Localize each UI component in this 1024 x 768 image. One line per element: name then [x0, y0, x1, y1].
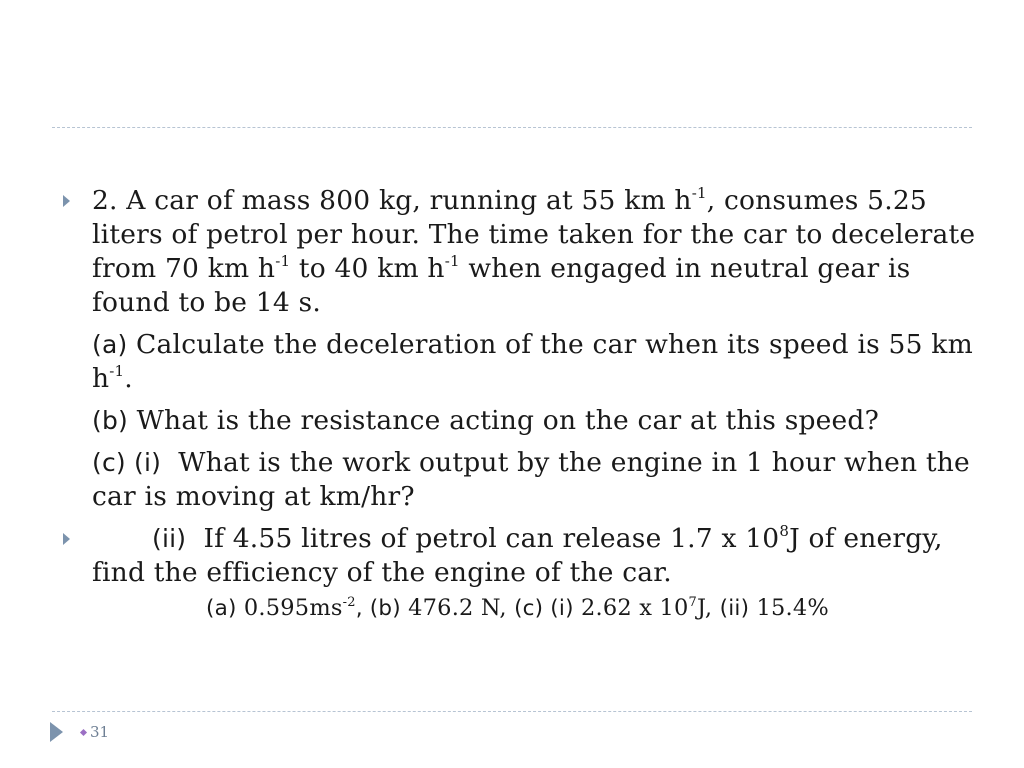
part-c-text: What is the work output by the engine in 1 hour when the car is moving at km/hr? [92, 447, 979, 512]
question-text-3: to 40 km h [290, 253, 445, 284]
diamond-icon [80, 728, 87, 735]
slide-number: 31 [90, 723, 110, 741]
part-c [60, 446, 980, 514]
answer-c: 2.62 x 10 [573, 595, 689, 621]
question-text-4: when engaged in neutral gear is found to be 14 s. [92, 253, 911, 318]
part-c-ii-text-1: If 4.55 litres of petrol can release 1.7 x 10 [186, 523, 780, 554]
superscript: -1 [691, 184, 707, 203]
part-c-ii-text [92, 522, 980, 590]
bullet-question-2 [60, 184, 980, 320]
answer-line [60, 593, 980, 624]
answer-c-unit: J, [697, 595, 720, 621]
slide-content [60, 184, 980, 624]
part-b-text: What is the resistance acting on the car at this speed? [127, 405, 879, 436]
answer-label-b: , (b) [355, 596, 401, 621]
part-a [60, 328, 980, 396]
question-text-2: , consumes 5.25 liters of petrol per hour. The time taken for the car to decelerate from 70 km h [92, 185, 976, 284]
superscript: 7 [688, 594, 698, 610]
part-a-text: Calculate the deceleration of the car when its speed is 55 km h [92, 329, 973, 394]
part-c-ii-text-2: J of energy, find the efficiency of the engine of the car. [92, 523, 943, 588]
slide-footer [50, 721, 109, 743]
question-text [92, 184, 980, 320]
part-c-ii-label: (ii) [152, 524, 187, 553]
bullet-part-c-ii [60, 522, 980, 590]
top-divider [52, 127, 972, 128]
superscript: 8 [779, 522, 790, 541]
question-text-1: 2. A car of mass 800 kg, running at 55 km h [92, 185, 692, 216]
answer-ii: 15.4% [749, 595, 830, 621]
part-b-label: (b) [92, 406, 128, 435]
answer-label-ii: (ii) [719, 596, 750, 621]
answer-a: 0.595ms [236, 595, 343, 621]
part-a-label: (a) [92, 330, 128, 359]
part-a-text-end: . [124, 363, 133, 394]
answer-label-a: (a) [206, 596, 237, 621]
superscript: -2 [342, 594, 356, 610]
bullet-triangle-icon [63, 195, 70, 207]
bullet-triangle-icon [63, 533, 70, 545]
bottom-divider [52, 711, 972, 712]
part-c-label: (c) (i) [92, 448, 162, 477]
answer-label-c: (c) (i) [514, 596, 574, 621]
triangle-right-icon[interactable] [50, 722, 63, 742]
superscript: -1 [444, 252, 460, 271]
superscript: -1 [275, 252, 291, 271]
superscript: -1 [109, 362, 125, 381]
part-b [60, 404, 980, 438]
answer-b: 476.2 N, [400, 595, 515, 621]
